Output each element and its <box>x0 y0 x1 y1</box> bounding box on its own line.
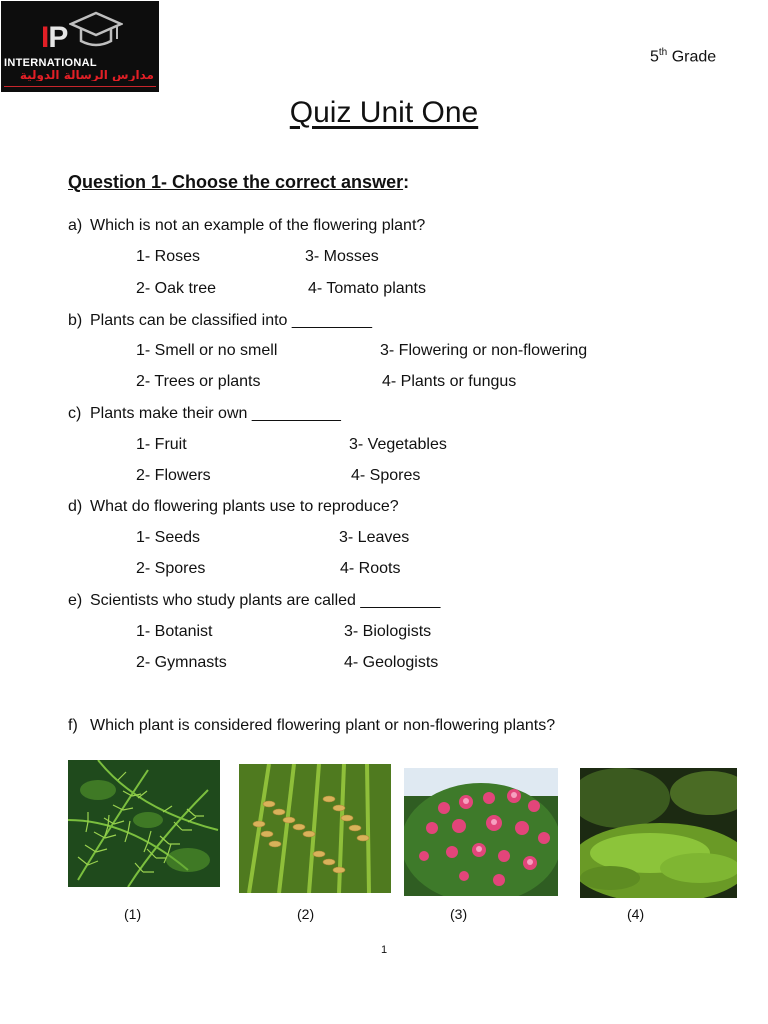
image-number-1: (1) <box>124 906 142 922</box>
option-e3: 3- Biologists <box>344 623 432 640</box>
question-letter: c) <box>68 405 82 422</box>
option-c2: 2- Flowers <box>136 467 211 484</box>
option-e4: 4- Geologists <box>344 654 439 671</box>
logo-monogram <box>41 21 67 55</box>
grade-label <box>650 47 716 66</box>
question-text: Plants make their own __________ <box>90 405 341 422</box>
question-letter: e) <box>68 592 83 609</box>
option-c3: 3- Vegetables <box>349 436 447 453</box>
option-b3: 3- Flowering or non-flowering <box>380 342 588 359</box>
grade-suffix: th <box>658 47 668 58</box>
question-letter: b) <box>68 312 83 329</box>
question-text: Scientists who study plants are called _________ <box>90 592 441 609</box>
grade-word: Grade <box>671 48 717 66</box>
image-number-4: (4) <box>627 906 645 922</box>
image-number-2: (2) <box>297 906 315 922</box>
option-d4: 4- Roots <box>340 560 401 577</box>
option-b4: 4- Plants or fungus <box>382 373 517 390</box>
option-d2: 2- Spores <box>136 560 206 577</box>
question-letter: f) <box>68 717 78 734</box>
option-a2: 2- Oak tree <box>136 280 217 297</box>
option-a1: 1- Roses <box>136 248 201 265</box>
page-number: 1 <box>380 944 388 956</box>
option-e1: 1- Botanist <box>136 623 213 640</box>
logo-letter-p: P <box>48 21 68 54</box>
logo-text: INTERNATIONAL <box>4 57 97 69</box>
question-letter: d) <box>68 498 83 515</box>
logo-underline <box>4 86 156 87</box>
option-a4: 4- Tomato plants <box>308 280 426 297</box>
option-d3: 3- Leaves <box>339 529 410 546</box>
option-a3: 3- Mosses <box>305 248 379 265</box>
question-text: Plants can be classified into _________ <box>90 312 372 329</box>
option-c1: 1- Fruit <box>136 436 187 453</box>
question-text: Which is not an example of the flowering plant? <box>90 217 426 234</box>
rice-image <box>239 764 391 893</box>
page-title-text: Quiz Unit One <box>289 96 479 129</box>
question-heading <box>68 172 409 193</box>
school-logo <box>1 1 159 92</box>
question-heading-text: Question 1- Choose the correct answer <box>68 172 404 192</box>
question-text: What do flowering plants use to reproduce? <box>90 498 399 515</box>
logo-arabic-text: مدارس الرسالة الدولية <box>19 69 154 81</box>
question-text: Which plant is considered flowering plant or non-flowering plants? <box>90 717 556 734</box>
graduation-cap-icon <box>69 9 123 53</box>
moss-image <box>580 768 737 898</box>
option-d1: 1- Seeds <box>136 529 201 546</box>
logo-letter-i: I <box>41 21 49 54</box>
option-e2: 2- Gymnasts <box>136 654 227 671</box>
roses-image <box>404 768 558 896</box>
option-b1: 1- Smell or no smell <box>136 342 278 359</box>
question-letter: a) <box>68 217 83 234</box>
page-title <box>0 96 768 130</box>
option-b2: 2- Trees or plants <box>136 373 261 390</box>
question-heading-colon: : <box>403 172 410 192</box>
option-c4: 4- Spores <box>351 467 421 484</box>
grade-number: 5 <box>650 48 659 66</box>
fern-image <box>68 760 220 887</box>
image-number-3: (3) <box>450 906 468 922</box>
